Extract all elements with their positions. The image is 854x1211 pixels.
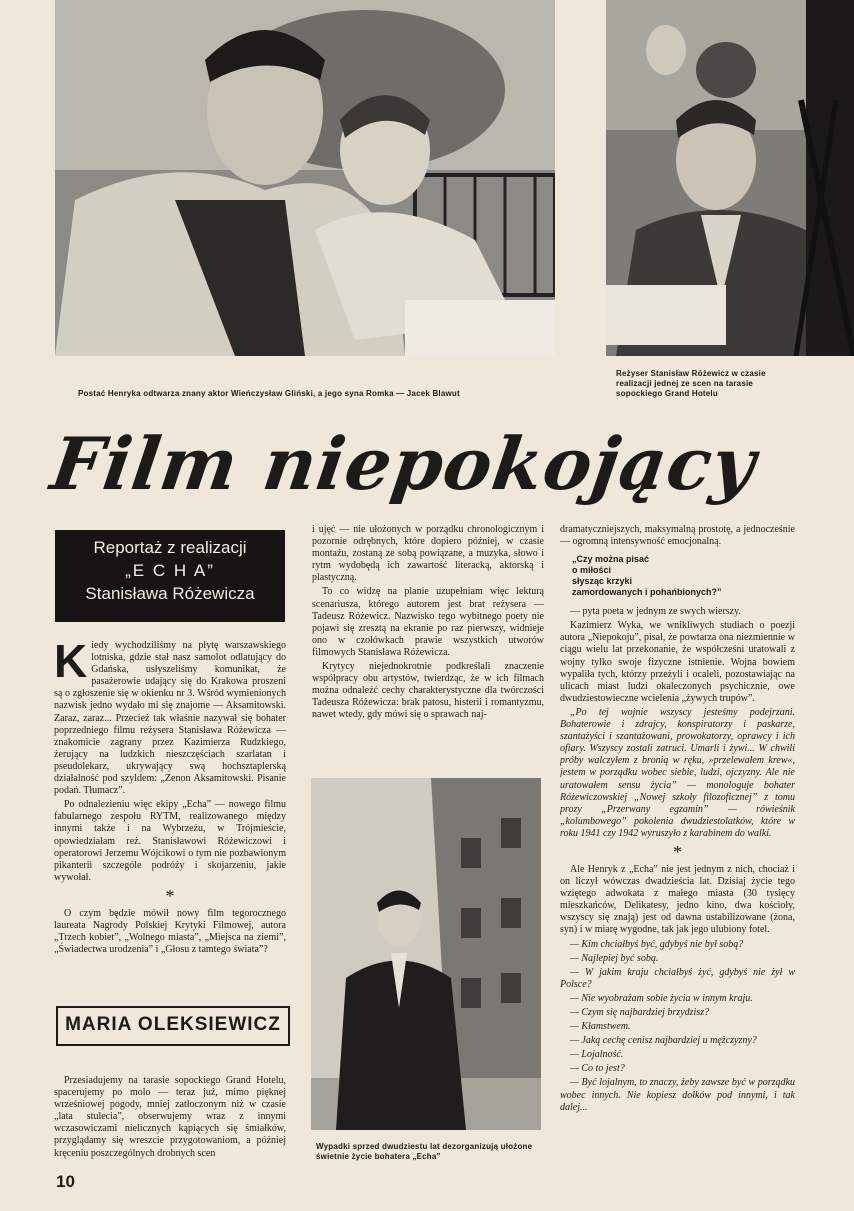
col1-paragraph-3: O czym będzie mówił nowy film tegorocznego laureata Nagrody Polskiej Krytyki Filmowej, autora „Trzech kobiet”, „Wolnego miasta”, „Miejsca na ziemi”, „Świadectwa urodzenia” i „Głosu z tamtego świata”? (54, 907, 286, 956)
col2-paragraph-1: i ujęć — nie ułożonych w porządku chronologicznym i pozornie odrębnych, które dopiero później, w czasie montażu, zostaną ze sobą powiązane, a muzyka, słowo i rytm wydobędą ich zawartość literacką, aktorską i plastyczną. (312, 524, 544, 584)
col1-paragraph-1: iedy wychodziliśmy na płytę warszawskiego lotniska, gdzie stał nasz samolot odlatujący do Gdańska, usłyszeliśmy komunikat, że pasażerowie udający się do Krakowa proszeni są o zgłoszenie się w okienku nr 3. Wśród wymienionych nazwisk jedno wydało mi się znajome — Aksamitowski. Zaraz, zaraz... Przecież tak właśnie nazywał się bohater poprzedniego filmu reżysera Stanisława Różewicza — znakomicie zagrany przez Kazimierza Rudzkiego, żerujący na ludzkich nieszczęściach szarlatan i pseudolekarz, ukrywający swą hochsztaplerską działalność pod szyldem: „Zenon Aksamitowski. Pisanie podań. Tłumacz”. (54, 640, 286, 797)
photo-caption-street: Wypadki sprzed dwudziestu lat dezorganizują ułożone świetnie życie bohatera „Echa” (316, 1142, 533, 1161)
article-column-2 (312, 524, 544, 776)
subtitle-box (55, 530, 285, 622)
dialogue-line: — Lojalność. (570, 1049, 624, 1061)
dialogue-line: — Kłamstwem. (570, 1021, 631, 1033)
drop-cap: K (54, 640, 88, 687)
dialogue-line: — Jaką cechę cenisz najbardziej u mężczyzny? (570, 1035, 757, 1047)
dialogue-line: — W jakim kraju chciałbyś żyć, gdybyś nie żył w Polsce? (560, 966, 795, 990)
poem-quote (572, 554, 795, 598)
col1-paragraph-2: Po odnalezieniu więc ekipy „Echa” — nowego filmu fabularnego zespołu RYTM, realizowanego między innymi także i na Wybrzeżu, w Trójmieście, opowiedziałam reż. Stanisławowi Różewiczowi i operatorowi Jerzemu Wójcikowi o tym nie pozbawionym pikanterii szczególe podróży i skojarzeniu, jakie wywołał. (54, 799, 286, 883)
poem-line-1: „Czy można pisać (572, 554, 650, 565)
photo-caption-actors: Postać Henryka odtwarza znany aktor Wieńczysław Gliński, a jego syna Romka — Jacek Blawut (78, 389, 460, 398)
dialogue-line: — Czym się najbardziej brzydzisz? (570, 1007, 710, 1018)
photo-director-on-set (606, 0, 854, 356)
col1-paragraph-4: Przesiadujemy na tarasie sopockiego Grand Hotelu, spacerujemy po molo — teraz już, mimo pięknej wrześniowej pogody, mniej zatłoczonym niż w czasie „lata stulecia”, obserwujemy wraz z innymi wczasowiczami nielicznych kąpiących się śmiałków, przyglądamy się wreszcie przygotowaniom, a później kręceniu poszczególnych drobnych scen (54, 1075, 286, 1159)
page-headline: Film niepokojący (46, 421, 762, 506)
page-number: 10 (56, 1172, 75, 1191)
photo-actor-on-street (311, 778, 541, 1130)
author-byline: MARIA OLEKSIEWICZ (56, 1006, 290, 1046)
col3-paragraph-3: Kazimierz Wyka, we wnikliwych studiach o poezji autora „Niepokoju”, pisał, że powtarza ona niezmiennie w ciągu wielu lat przekonanie, że współcześni uratowali z wojny tylko swoje fizyczne istnienie. Wojna bowiem wypaliła tych, którzy przeżyli i ocaleli, pozostawiając na ulicach miast ludzi okaleczonych psychicznie, owe dwudziestowieczne wcielenia „żywych trupów”. (560, 620, 795, 704)
photo-actors-on-terrace (55, 0, 555, 356)
subtitle-line-1: Reportaż z realizacji (93, 538, 247, 557)
dialogue-line: — Nie wyobrażam sobie życia w innym kraju. (570, 992, 753, 1004)
dialogue-line: — Być lojalnym, to znaczy, żeby zawsze być w porządku wobec innych. Nie kopiesz dołków pod innymi, i tak dalej... (560, 1077, 795, 1113)
dialogue-line: — Najlepiej być sobą. (570, 952, 659, 964)
section-divider-star-2: * (673, 841, 682, 862)
col3-paragraph-2: — pyta poeta w jednym ze swych wierszy. (570, 606, 741, 618)
article-column-1 (54, 640, 286, 990)
subtitle-line-3: Stanisława Różewicza (85, 584, 255, 603)
section-divider-star: * (165, 885, 175, 906)
article-column-1-continued (54, 1075, 286, 1183)
col2-paragraph-2: To co widzę na planie uzupełniam więc lekturą scenariusza, którego autorem jest brat reżysera — Tadeusz Różewicz. Nazwisko tego wybitnego poety nie pojawi się zresztą na ekranie po raz pierwszy, widnieje ono w czołówkach prawie wszystkich utworów filmowych Stanisława Różewicza. (312, 586, 544, 658)
col3-paragraph-1: dramatyczniejszych, maksymalną prostotę, a jednocześnie — ogromną intensywność emocjonalną. (560, 524, 795, 548)
poem-line-2: o miłości (572, 565, 612, 576)
poem-line-3: słysząc krzyki (572, 576, 633, 587)
photo-caption-director: Reżyser Stanisław Różewicz w czasie realizacji jednej ze scen na tarasie sopockiego Grand Hotelu (616, 369, 766, 398)
subtitle-line-2: „E C H A” (125, 561, 215, 580)
article-column-3 (560, 524, 795, 1190)
poem-line-4: zamordowanych i pohańbionych?” (572, 587, 722, 598)
dialogue-line: — Kim chciałbyś być, gdybyś nie był sobą? (570, 938, 744, 950)
col2-paragraph-3: Krytycy niejednokrotnie podkreślali znaczenie współpracy obu artystów, twierdząc, że w ich filmach można odnaleźć cechy charakterystyczne dla twórczości Tadeusza Różewicza: brak patosu, histerii i romantyzmu, nawet wtedy, gdy mówi się o sprawach naj- (312, 661, 544, 721)
dialogue-line: — Co to jest? (570, 1063, 625, 1075)
col3-paragraph-5: Ale Henryk z „Echa” nie jest jednym z nich, chociaż i on liczył wówczas dwadzieścia lat. Dzisiaj życie tego wziętego adwokata z małego miasta (30 tysięcy mieszkańców, Delikatesy, jedno kino, dwa kościoły, wszyscy się znają) jest od dawna ustabilizowane (żona, syn) i w miarę wygodne, tak jak jego ulubiony fotel. (560, 863, 795, 936)
col3-paragraph-4: „Po tej wojnie wszyscy jesteśmy podejrzani. Bohaterowie i zdrajcy, konspiratorzy i paskarze, szantażyści i szantażowani, prowokatorzy, oprawcy i ich ofiary. Wszyscy zostali zatruci. Umarli i żywi... W chwili próby walczyłem z bronią w ręku, »przelewałem krew«, jestem w porządku wobec siebie, ludzi, ojczyzny. Ale nie uratowałem sensu życia” — monologuje bohater Różewiczowskiej „Nowej szkoły filozoficznej” z tomu prozy „Przerwany egzamin” — rówieśnik „kolumbowego” pokolenia dwudziestolatków, które w roku 1941 czy 1942 wyruszyło z karabinem do walki. (560, 706, 795, 839)
